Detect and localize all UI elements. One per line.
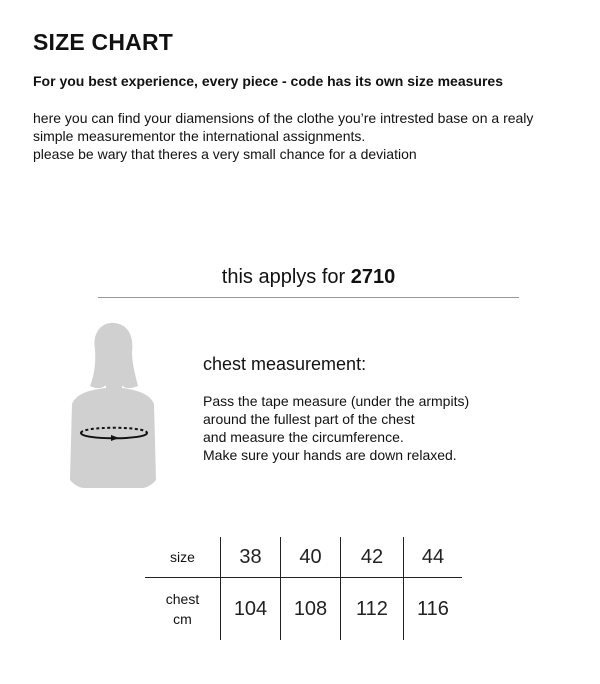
product-code: 2710 xyxy=(350,266,396,288)
chest-label: chest xyxy=(165,591,200,607)
female-silhouette-chest-tape-icon xyxy=(62,320,162,490)
size-cell: 38 xyxy=(221,537,281,578)
instruction-line: Pass the tape measure (under the armpits) xyxy=(203,393,470,409)
applies-prefix: this applys for xyxy=(221,266,346,288)
chest-unit: cm xyxy=(173,611,192,627)
page-title: SIZE CHART xyxy=(33,29,173,55)
chest-cell: 116 xyxy=(404,578,463,641)
size-cell: 40 xyxy=(281,537,341,578)
intro-line: simple measurementor the international assignments. xyxy=(33,128,366,144)
measurement-title: chest measurement: xyxy=(203,354,367,374)
size-table xyxy=(145,537,462,640)
chest-cell: 108 xyxy=(281,578,341,641)
intro-text xyxy=(33,109,593,163)
page-subtitle: For you best experience, every piece - code has its own size measures xyxy=(33,73,503,89)
measurement-instructions xyxy=(203,392,469,464)
chest-row-label xyxy=(145,578,221,641)
section-divider xyxy=(98,297,519,298)
intro-line: please be wary that theres a very small chance for a deviation xyxy=(33,146,417,162)
size-cell: 44 xyxy=(404,537,463,578)
intro-line: here you can find your diamensions of the clothe you’re intrested base on a realy xyxy=(33,110,534,126)
chest-cell: 112 xyxy=(341,578,404,641)
table-row xyxy=(145,578,462,641)
instruction-line: around the fullest part of the chest xyxy=(203,411,415,427)
instruction-line: Make sure your hands are down relaxed. xyxy=(203,447,457,463)
size-cell: 42 xyxy=(341,537,404,578)
applies-heading xyxy=(98,266,519,289)
table-row xyxy=(145,537,462,578)
chest-cell: 104 xyxy=(221,578,281,641)
size-row-label: size xyxy=(145,537,221,578)
instruction-line: and measure the circumference. xyxy=(203,429,404,445)
